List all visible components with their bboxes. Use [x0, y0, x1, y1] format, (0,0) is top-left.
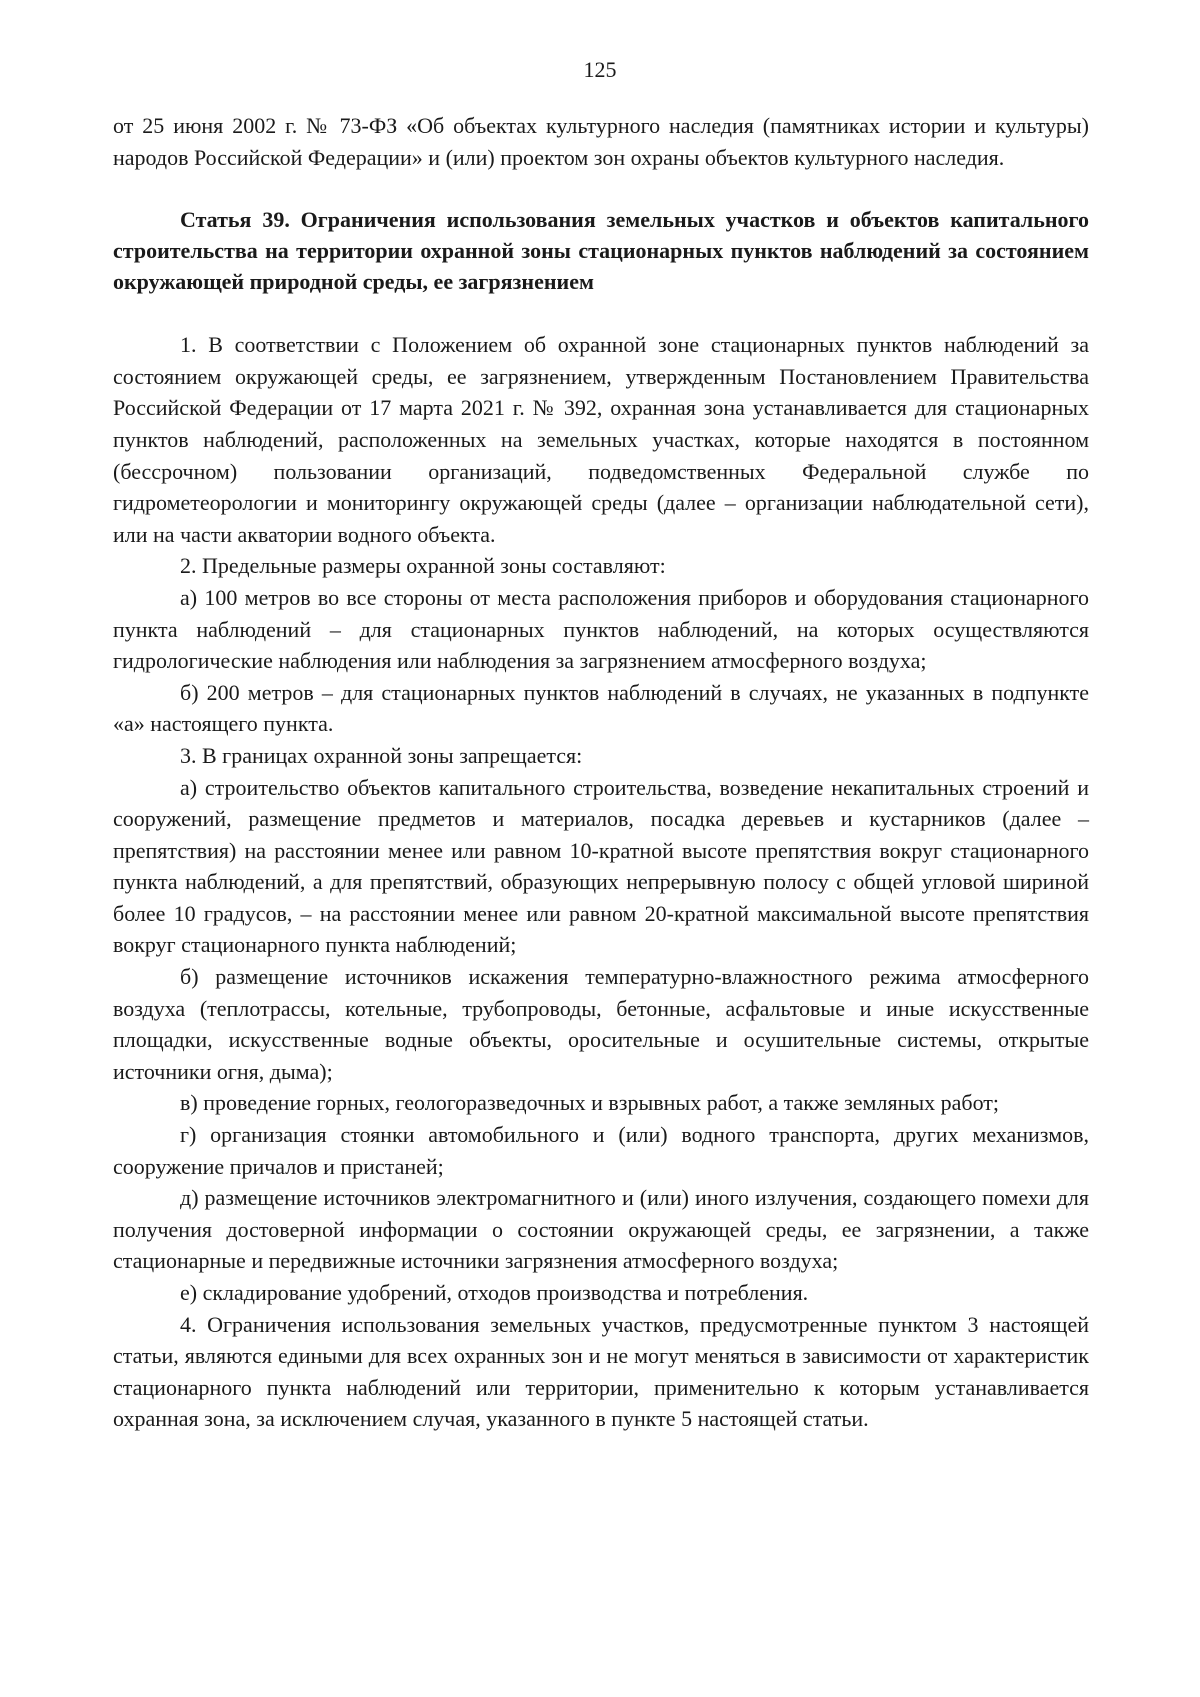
- paragraph-2a: а) 100 метров во все стороны от места расположения приборов и оборудования стационарного пункта наблюдений – для стационарных пунктов наблюдений, на которых осуществляются гидрологические наблюдения или наблюдения за загрязнением атмосферного воздуха;: [113, 584, 1089, 674]
- paragraph-3d: д) размещение источников электромагнитного и (или) иного излучения, создающего помехи для получения достоверной информации о состоянии окружающей среды, ее загрязнении, а также стационарные и передвижные источники загрязнения атмосферного воздуха;: [113, 1185, 1089, 1274]
- paragraph-2b: б) 200 метров – для стационарных пунктов наблюдений в случаях, не указанных в подпункте «а» настоящего пункта.: [113, 679, 1089, 737]
- paragraph-3v: в) проведение горных, геологоразведочных и взрывных работ, а также земляных работ;: [180, 1090, 1000, 1116]
- paragraph-3b: б) размещение источников искажения температурно-влажностного режима атмосферного воздуха (теплотрассы, котельные, трубопроводы, бетонные, асфальтовые и иные искусственные площадки, искусственные водные объекты, оросительные и осушительные системы, открытые источники огня, дыма);: [113, 964, 1089, 1084]
- paragraph-3: 3. В границах охранной зоны запрещается:: [180, 742, 583, 768]
- paragraph-2: 2. Предельные размеры охранной зоны составляют:: [180, 553, 666, 579]
- intro-paragraph: от 25 июня 2002 г. № 73-ФЗ «Об объектах культурного наследия (памятниках истории и культуры) народов Российской Федерации» и (или) проектом зон охраны объектов культурного наследия.: [113, 113, 1089, 170]
- paragraph-3e: е) складирование удобрений, отходов производства и потребления.: [180, 1280, 809, 1305]
- paragraph-3a: а) строительство объектов капитального строительства, возведение некапитальных строений и сооружений, размещение предметов и материалов, посадка деревьев и кустарников (далее – препятствия) на расстоянии менее или равном 10-кратной высоте препятствия вокруг стационарного пункта наблюдений, а для препятствий, образующих непрерывную полосу с общей угловой шириной более 10 градусов, – на расстоянии менее или равном 20-кратной максимальной высоте препятствия вокруг стационарного пункта наблюдений;: [113, 774, 1089, 958]
- paragraph-3g: г) организация стоянки автомобильного и (или) водного транспорта, других механизмов, сооружение причалов и пристаней;: [113, 1122, 1089, 1179]
- document-body: [113, 110, 1089, 1435]
- paragraph-4: 4. Ограничения использования земельных участков, предусмотренные пунктом 3 настоящей статьи, являются едиными для всех охранных зон и не могут меняться в зависимости от характеристик стационарного пункта наблюдений или территории, применительно к которым устанавливается охранная зона, за исключением случая, указанного в пункте 5 настоящей статьи.: [113, 1311, 1089, 1432]
- article-heading: Статья 39. Ограничения использования земельных участков и объектов капитального строительства на территории охранной зоны стационарных пунктов наблюдений за состоянием окружающей природной среды, ее загрязнением: [113, 207, 1089, 295]
- page-number: 125: [583, 57, 617, 82]
- paragraph-1: 1. В соответствии с Положением об охранной зоне стационарных пунктов наблюдений за состоянием окружающей среды, ее загрязнением, утвержденным Постановлением Правительства Российской Федерации от 17 марта 2021 г. № 392, охранная зона устанавливается для стационарных пунктов наблюдений, расположенных на земельных участках, которые находятся в постоянном (бессрочном) пользовании организаций, подведомственных Федеральной службе по гидрометеорологии и мониторингу окружающей среды (далее – организации наблюдательной сети), или на части акватории водного объекта.: [113, 332, 1089, 547]
